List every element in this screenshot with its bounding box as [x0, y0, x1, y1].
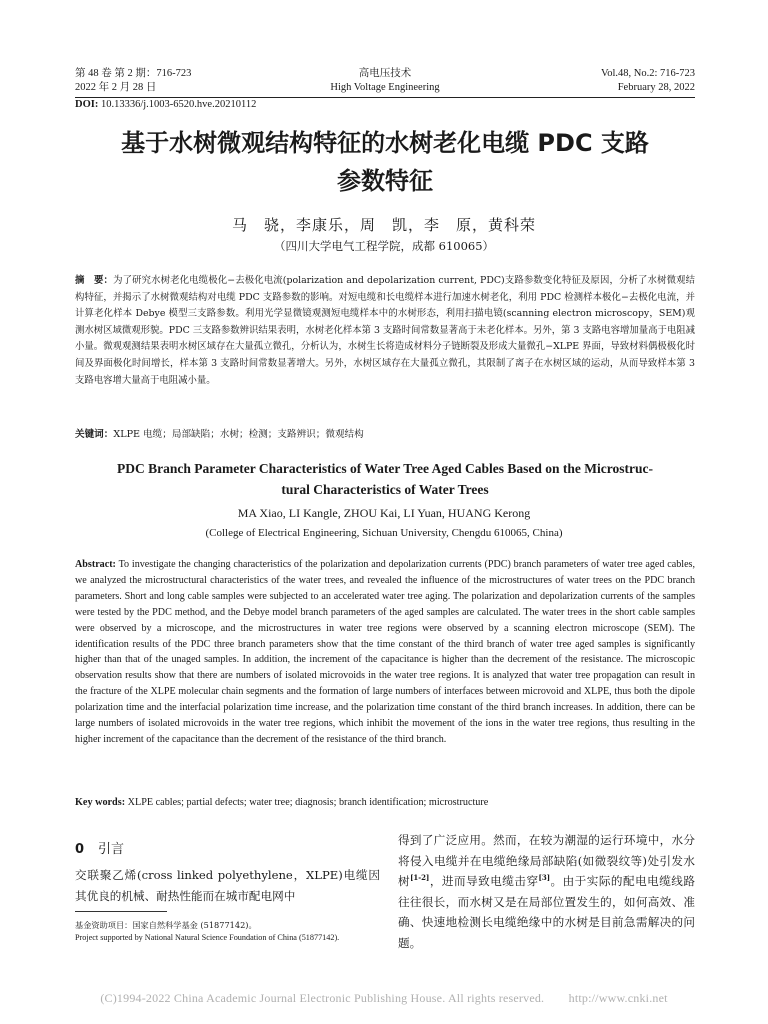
intro-text-part3: 。由于实际的配电电缆线路往往很长，而水树又是在局部位置发生的，如何高效、准确、快速地检测长电缆绝缘中的水树是目前急需解决的问题。 — [398, 874, 695, 950]
right-column — [398, 830, 695, 953]
citation-ref-3[interactable]: [3] — [538, 873, 551, 883]
title-zh-line1: 基于水树微观结构特征的水树老化电缆 PDC 支路 — [121, 129, 649, 157]
affiliation-chinese: （四川大学电气工程学院，成都 610065） — [273, 239, 495, 253]
intro-text-part1: 得到了广泛应用。然而，在较为潮湿的运行环境中，水分将侵入电缆并在电缆绝缘局部缺陷(如微裂纹等)处引发水树 — [398, 833, 695, 888]
copyright-notice: (C)1994-2022 China Academic Journal Electronic Publishing House. All rights reserved. http://www.cnki.net — [100, 991, 668, 1005]
abstract-chinese — [75, 273, 695, 389]
title-en-line1: PDC Branch Parameter Characteristics of Water Tree Aged Cables Based on the Microstruc- — [117, 461, 653, 476]
keywords-en-label: Key words: — [75, 797, 126, 808]
footnote-en: Project supported by National Natural Science Foundation of China (51877142). — [75, 932, 340, 942]
abstract-zh-text: 为了研究水树老化电缆极化−去极化电流(polarization and depolarization current, PDC)支路参数变化特征及原因，分析了水树微观结构特征，并揭示了水树微观结构对电缆 PDC 支路参数的影响。对短电缆和长电缆样本进行加速水树老化，利用 PDC 检测样本极化−去极化电流，并计算老化样本 Debye 模型三支路参数。利用光学显微镜观测短电缆样本中的水树形态，利用扫描电镜(scanning electron microscopy，SEM)观测水树区域微观形貌。PDC 三支路参数辨识结果表明，水树老化样本第 3 支路时间常数显著高于未老化样本。另外，第 3 支路电容增加量高于电阻减小量。微观观测结果表明水树区域存在大量孤立微孔，分析认为，水树生长将造成材料分子链断裂及形成大量微孔−XLPE 界面，导致材料偶极极化时间及界面极化时间增长，样本第 3 支路时间常数显著增大。另外，水树区域存在大量孤立微孔，其限制了离子在水树区域的运动，从而导致样本第 3 支路电容增大量高于电阻减小量。 — [75, 275, 695, 386]
volume-issue-pages: 第 48 卷 第 2 期：716-723 — [75, 68, 192, 79]
footnote-zh: 基金资助项目：国家自然科学基金 (51877142)。 — [75, 920, 257, 930]
title-zh-line2: 参数特征 — [337, 167, 433, 195]
title-english — [75, 458, 695, 500]
section-heading-introduction — [75, 838, 380, 857]
doi-label: DOI: — [75, 99, 99, 110]
keywords-en-text: XLPE cables; partial defects; water tree; diagnosis; branch identification; microstructure — [127, 797, 489, 808]
authors-english: MA Xiao, LI Kangle, ZHOU Kai, LI Yuan, HUANG Kerong — [237, 506, 531, 520]
title-chinese — [60, 124, 710, 200]
keywords-zh-text: XLPE 电缆；局部缺陷；水树；检测；支路辨识；微观结构 — [113, 429, 364, 440]
header-right — [601, 67, 695, 95]
journal-name-zh: 高电压技术 — [358, 68, 412, 79]
keywords-zh-label: 关键词： — [75, 429, 114, 440]
publication-date-en: February 28, 2022 — [617, 82, 695, 93]
journal-name-en: High Voltage Engineering — [330, 82, 440, 93]
publication-date-zh: 2022 年 2 月 28 日 — [75, 82, 157, 93]
footnote-rule — [75, 911, 167, 912]
abstract-en-text: To investigate the changing characteristics of the polarization and depolarization currents (PDC) branch parameters of water tree aged cables, we analyzed the microstructural characteristics of the water trees, and revealed the influence of the microstructures of water trees on the PDC branch parameters. Short and long cable samples were subjected to an accelerated water tree aging. The polarization and depolarization currents of the samples were tested by the PDC method, and the Debye model branch parameters of the aged samples are calculated. The water trees in the short cable samples were observed by a microscope, and the microstructures in water tree regions were observed by a scanning electron microscope (SEM). The identification results of the PDC three branch parameters show that the time constant of the third branch of water tree aged samples is significantly higher than that of the unaged samples. In addition, the increment of the capacitance is higher than the decrement of the resistance. The microscopic observation results show that there are numbers of isolated microvoids in the water tree regions. It is analyzed that water tree propagation can result in the fracture of the XLPE molecular chain segments and the formation of large numbers of interfaces between microvoid and XLPE, thus both the dipole polarization time and the interfacial polarization time increase, and the polarization time constant of the third branch increases. In addition, there can be large numbers of isolated microvoids in the water tree regions, which inhibit the movement of the ions in the water tree regions, thus resulting in the higher increment of the capacitance than the decrement of the resistance of the third branch. — [75, 559, 696, 745]
abstract-english — [75, 557, 695, 748]
running-header — [75, 67, 695, 101]
title-en-line2: tural Characteristics of Water Trees — [281, 482, 489, 497]
section-number: 0 — [75, 842, 85, 857]
intro-text-part2: ，进而导致电缆击穿 — [429, 874, 539, 888]
funding-footnote — [75, 920, 375, 943]
affiliation-english: (College of Electrical Engineering, Sichuan University, Chengdu 610065, China) — [205, 527, 563, 539]
doi-value[interactable]: 10.13336/j.1003-6520.hve.20210112 — [100, 99, 257, 110]
abstract-zh-label: 摘 要： — [75, 275, 114, 286]
keywords-english — [75, 797, 695, 808]
introduction-paragraph-left: 交联聚乙烯(cross linked polyethylene，XLPE)电缆因其优良的机械、耐热性能而在城市配电网中 — [75, 868, 380, 903]
section-title: 引言 — [98, 842, 125, 857]
doi — [75, 99, 256, 110]
keywords-chinese — [75, 426, 695, 440]
abstract-en-label: Abstract: — [75, 559, 116, 570]
header-rule — [75, 97, 695, 98]
authors-chinese: 马 骁，李康乐，周 凯，李 原，黄科荣 — [231, 216, 536, 234]
volume-issue-en: Vol.48, No.2: 716-723 — [600, 68, 695, 79]
citation-ref-1-2[interactable]: [1-2] — [410, 873, 430, 883]
left-column — [75, 838, 380, 906]
